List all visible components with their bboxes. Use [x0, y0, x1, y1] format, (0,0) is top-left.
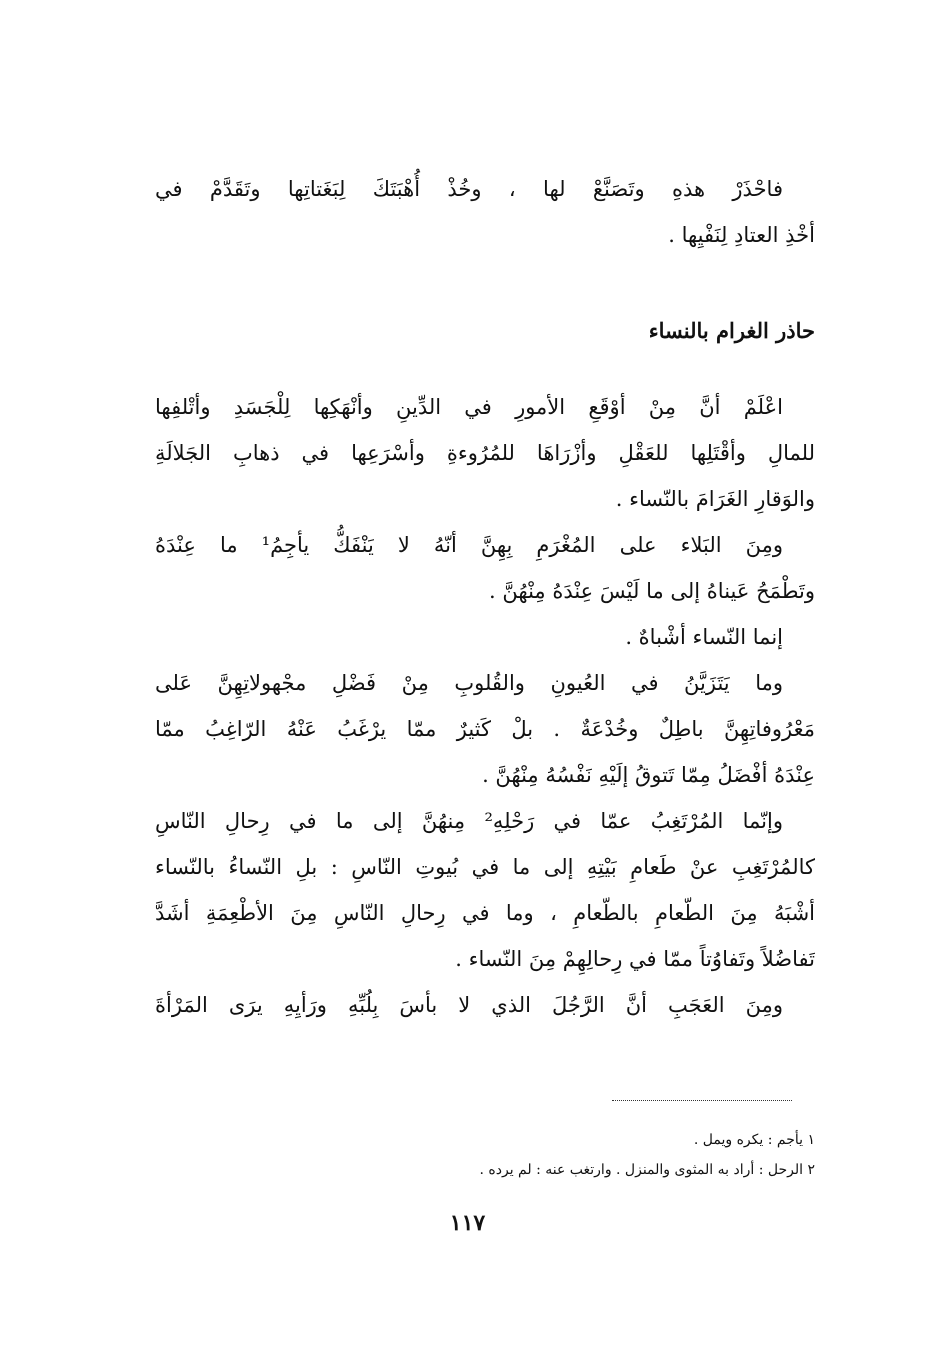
- paragraph: [155, 982, 815, 1028]
- text-line: أشْبَهُ مِنَ الطّعامِ بالطّعامِ ، وما في رِحالِ النّاسِ مِنَ الأطْعِمَةِ أشَدَّ: [155, 901, 815, 925]
- section-heading: حاذر الغرام بالنساء: [648, 318, 815, 343]
- text-line: أخْذِ العتادِ لِنَفْيِها .: [668, 223, 815, 247]
- paragraph: [155, 522, 815, 614]
- text-line: عِنْدَهُ أفْضَلُ مِمّا تَتوقُ إلَيْهِ نَفْسُهُ مِنْهُنَّ .: [482, 763, 815, 787]
- text-line: تَفاضُلاً وتَفاوُتاً ممّا في رِحالِهِمْ مِنَ النّساء .: [455, 947, 815, 971]
- text-line: مَعْرُوفاتِهِنَّ باطِلٌ وخُدْعَةٌ . بلْ كَثيرٌ ممّا يرْغَبُ عَنْهُ الرّاغِبُ ممّا: [155, 717, 815, 741]
- footnote: ١ يأجم : يكره ويمل .: [693, 1132, 815, 1148]
- text-line: للمالِ وأقْتَلِها للعَقْلِ وأزْرَاهَا للمُرُوءةِ وأسْرَعِها في ذهابِ الجَلالَةِ: [155, 441, 815, 465]
- text-line: والوَقارِ الغَرَامَ بالنّساء .: [615, 487, 815, 511]
- text-line: وتَطْمَحُ عَيناهُ إلى ما لَيْسَ عِنْدَهُ مِنْهُنَّ .: [489, 579, 815, 603]
- text-line: اعْلَمْ أنَّ مِنْ أوْقَعِ الأمورِ في الدِّينِ وأنْهَكِها لِلْجَسَدِ وأتْلفِها: [155, 395, 783, 419]
- text-line: وإنّما المُرْتَغِبُ عمّا في رَحْلِهِ² مِنهُنَّ إلى ما في رِحالِ النّاسِ: [155, 809, 783, 833]
- paragraph: [155, 660, 815, 798]
- section-body: [155, 384, 815, 1028]
- text-line: وما يَتَزَيَّنُ في العُيونِ والقُلوبِ مِنْ فَضْلِ مجْهولاتِهِنَّ عَلى: [155, 671, 783, 695]
- paragraph: [155, 798, 815, 982]
- text-line: إنما النّساء أشْباهٌ .: [625, 625, 783, 649]
- text-line: فاحْذَرْ هذهِ وتَصَنَّعْ لها ، وخُذْ أُهْبَتَكَ لِبَغَتاتِها وتَقَدَّمْ في: [155, 177, 783, 201]
- footnotes: [155, 1125, 815, 1185]
- page-number: ١١٧: [449, 1210, 486, 1236]
- intro-paragraph: [155, 166, 815, 258]
- text-line: كالمُرْتَغِبِ عنْ طَعامِ بَيْتِهِ إلى ما في بُيوتِ النّاسِ : بلِ النّساءُ بالنّساء: [155, 855, 815, 879]
- footnote: ٢ الرحل : أراد به المثوى والمنزل . وارتغب عنه : لم يرده .: [479, 1162, 815, 1178]
- text-line: ومِنَ البَلاء على المُغْرَمِ بِهِنَّ أنّهُ لا يَنْفَكُّ يأجِمُ¹ ما عِنْدَهُ: [155, 533, 783, 557]
- paragraph: [155, 614, 815, 660]
- footnote-separator: [612, 1100, 792, 1101]
- text-line: ومِنَ العَجَبِ أنَّ الرَّجُلَ الذي لا بأسَ بِلُبِّهِ ورَأيِهِ يرَى المَرْأةَ: [155, 993, 783, 1017]
- paragraph: [155, 384, 815, 522]
